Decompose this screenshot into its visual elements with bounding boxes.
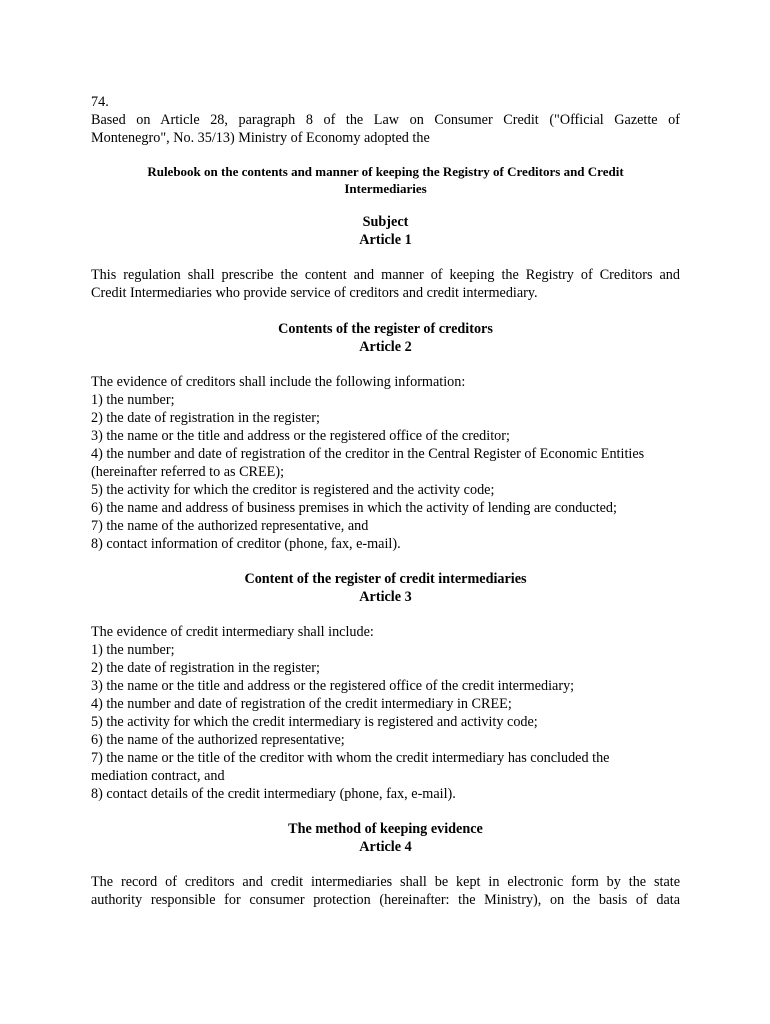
list-item: 4) the number and date of registration of the credit intermediary in CREE;: [91, 696, 512, 712]
section-heading-article-2: [91, 320, 680, 356]
article-number: Article 3: [359, 589, 412, 605]
list-item: 6) the name and address of business premises in which the activity of lending are conducted;: [91, 500, 617, 516]
list-item: 7) the name of the authorized representative, and: [91, 518, 369, 534]
intro-line: Based on Article 28, paragraph 8 of the Law on Consumer Credit ("Official Gazette of: [91, 112, 680, 128]
section-body-article-3: [91, 623, 680, 803]
title-line: Rulebook on the contents and manner of keeping the Registry of Creditors and Credit: [147, 164, 624, 179]
list-item: mediation contract, and: [91, 768, 225, 784]
intro: [91, 93, 680, 147]
section-body-article-1: [91, 266, 680, 302]
body-line: authority responsible for consumer protection (hereinafter: the Ministry), on the basis of data: [91, 892, 680, 908]
section-heading: Content of the register of credit intermediaries: [244, 571, 527, 587]
list-item: 3) the name or the title and address or the registered office of the credit intermediary;: [91, 678, 575, 694]
list-item: 1) the number;: [91, 642, 175, 658]
article-number: Article 4: [359, 839, 412, 855]
list-item: 8) contact details of the credit intermediary (phone, fax, e-mail).: [91, 786, 456, 802]
body-line: The evidence of credit intermediary shall include:: [91, 624, 374, 640]
section-heading-article-4: [91, 820, 680, 856]
list-item: 4) the number and date of registration of the creditor in the Central Register of Economic Entities: [91, 446, 645, 462]
body-line: The record of creditors and credit intermediaries shall be kept in electronic form by the state: [91, 874, 680, 890]
section-heading: Contents of the register of creditors: [278, 321, 493, 337]
intro-line: Montenegro", No. 35/13) Ministry of Economy adopted the: [91, 130, 430, 146]
article-number: Article 1: [359, 232, 412, 248]
section-heading: The method of keeping evidence: [288, 821, 483, 837]
list-item: 8) contact information of creditor (phone, fax, e-mail).: [91, 536, 401, 552]
section-body-article-2: [91, 373, 680, 553]
list-item: 2) the date of registration in the register;: [91, 660, 320, 676]
list-item: (hereinafter referred to as CREE);: [91, 464, 285, 480]
list-item: 2) the date of registration in the register;: [91, 410, 320, 426]
section-heading-article-3: [91, 570, 680, 606]
title-line: Intermediaries: [344, 181, 427, 196]
regulation-number: 74.: [91, 94, 109, 110]
list-item: 6) the name of the authorized representative;: [91, 732, 345, 748]
document-title: [91, 163, 680, 197]
section-heading: Subject: [362, 214, 409, 230]
list-item: 3) the name or the title and address or the registered office of the creditor;: [91, 428, 510, 444]
section-body-article-4: [91, 873, 680, 909]
list-item: 1) the number;: [91, 392, 175, 408]
list-item: 7) the name or the title of the creditor with whom the credit intermediary has concluded the: [91, 750, 610, 766]
list-item: 5) the activity for which the creditor is registered and the activity code;: [91, 482, 495, 498]
section-heading-article-1: [91, 213, 680, 249]
body-line: The evidence of creditors shall include the following information:: [91, 374, 466, 390]
list-item: 5) the activity for which the credit intermediary is registered and activity code;: [91, 714, 538, 730]
article-number: Article 2: [359, 339, 412, 355]
body-line: Credit Intermediaries who provide service of creditors and credit intermediary.: [91, 285, 538, 301]
body-line: This regulation shall prescribe the content and manner of keeping the Registry of Creditors and: [91, 267, 680, 283]
